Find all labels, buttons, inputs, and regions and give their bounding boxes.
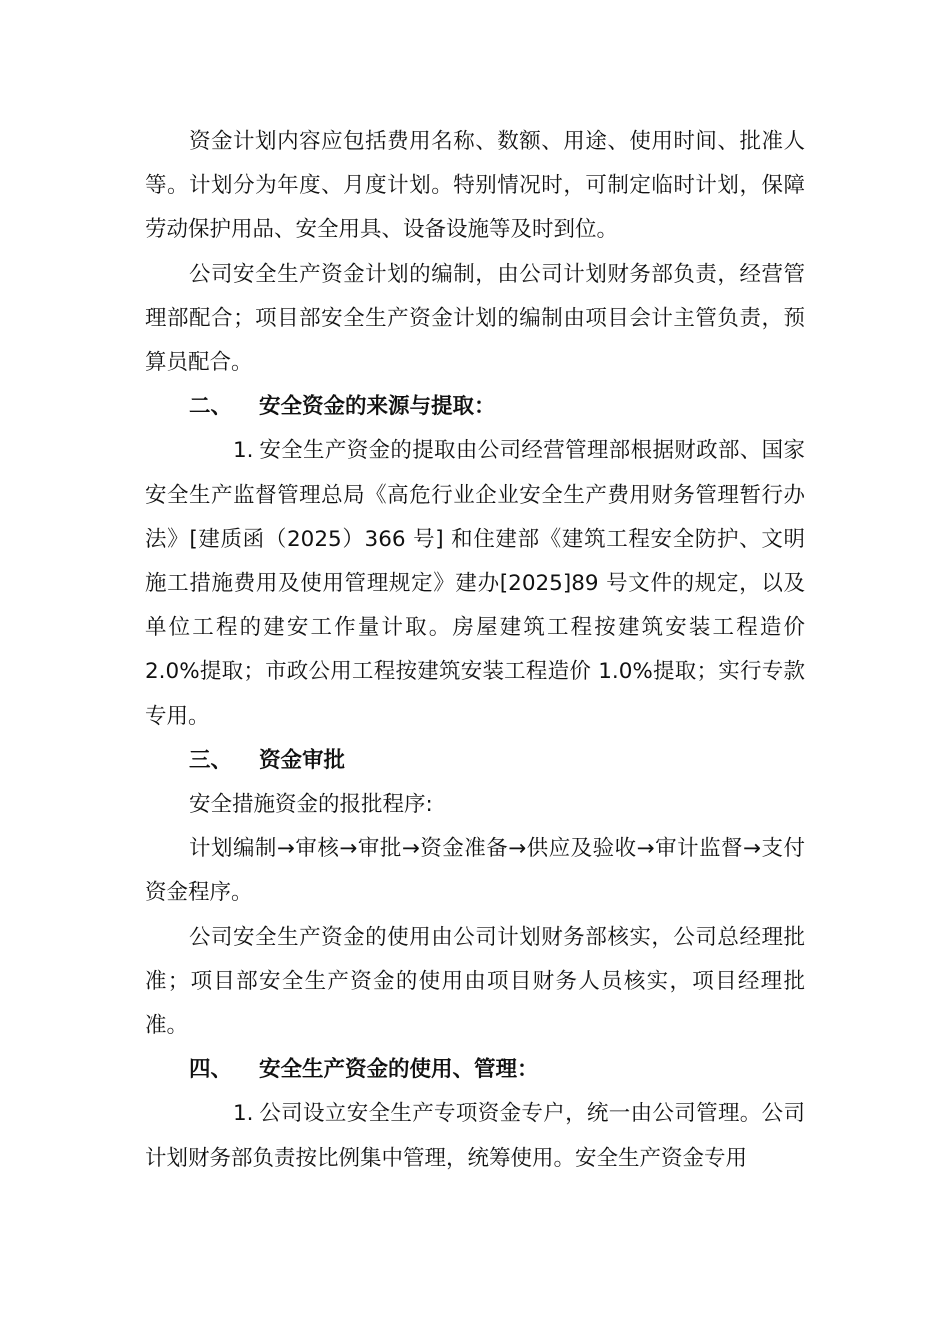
paragraph-plan-content: 资金计划内容应包括费用名称、数额、用途、使用时间、批准人等。计划分为年度、月度计划。特别情况时，可制定临时计划，保障劳动保护用品、安全用具、设备设施等及时到位。 (145, 129, 805, 243)
item-number: 1. (233, 1101, 254, 1127)
paragraph-plan-responsibility: 公司安全生产资金计划的编制，由公司计划财务部负责，经营管理部配合；项目部安全生产资金计划的编制由项目会计主管负责，预算员配合。 (145, 261, 805, 376)
section-heading-approval (145, 739, 805, 783)
paragraph-approval-flow: 计划编制→审核→审批→资金准备→供应及验收→审计监督→支付资金程序。 (145, 836, 805, 906)
section-number: 四、 (189, 1057, 233, 1083)
section-number: 二、 (189, 394, 233, 420)
section-heading-usage-management (145, 1048, 805, 1092)
paragraph-approval-procedure: 安全措施资金的报批程序: (189, 792, 433, 818)
section-heading-funding-source (145, 385, 805, 429)
section-number: 三、 (189, 747, 233, 773)
paragraph-approval-authority: 公司安全生产资金的使用由公司计划财务部核实，公司总经理批准；项目部安全生产资金的使用由项目财务人员核实，项目经理批准。 (145, 924, 805, 1039)
section-title: 安全资金的来源与提取： (259, 394, 496, 420)
section-title: 安全生产资金的使用、管理： (259, 1057, 539, 1083)
section-title: 资金审批 (259, 747, 346, 773)
list-item-special-account (145, 1092, 805, 1180)
list-item-funding-extraction (145, 429, 805, 738)
document-body (145, 120, 805, 1181)
item-text: 安全生产资金的提取由公司经营管理部根据财政部、国家安全生产监督管理总局《高危行业企业安全生产费用财务管理暂行办法》[建质函（2025）366 号] 和住建部《建筑工程安全防护、文明施工措施费用及使用管理规定》建办[2025]89 号文件的规定，以及单位工程的建安工作量计取。房屋建筑工程按建筑安装工程造价 2.0%提取；市政公用工程按建筑安装工程造价 1.0%提取；实行专款专用。 (145, 438, 805, 729)
item-number: 1. (233, 438, 254, 464)
item-text: 公司设立安全生产专项资金专户，统一由公司管理。公司计划财务部负责按比例集中管理，统筹使用。安全生产资金专用 (145, 1101, 805, 1171)
